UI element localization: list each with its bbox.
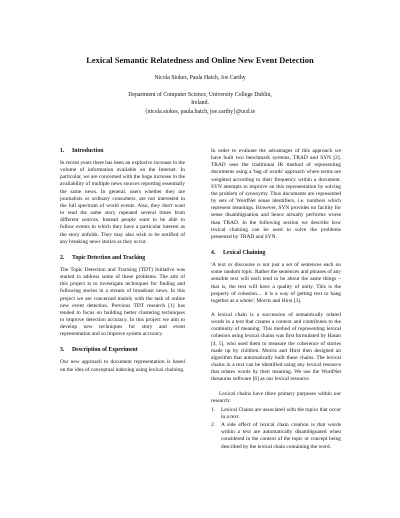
list-item: 1. Lexical Chains are associated with the topics that occur in a text. <box>211 406 341 420</box>
author-names: Nicola Stokes, Paula Hatch, Joe Carthy <box>154 75 246 81</box>
purposes-list <box>211 407 341 451</box>
evaluation-paragraph: In order to evaluate the advantages of this approach we have built two benchmark systems, TRAD and SYN [2]. TRAD uses the traditional IR method of representing documents using a 'bag of words' approach where terms are weighted according to their frequency within a document. SYN attempts to improve on this representation by solving the problem of synonymy. Thus documents are represented by sets of WordNet sense identifiers, i.e. numbers which represent meanings. However, SYN provides no facility for sense disambiguation and hence actually performs worse than TRAD. In the following section we describe how lexical chaining can be used to solve the problems presented by TRAD and SYN. <box>211 148 341 240</box>
paper-title: Lexical Semantic Relatedness and Online New Event Detection <box>86 56 314 65</box>
author-emails: {nicola.stokes, paula.hatch, joe.carthy}@ucd.ie <box>144 108 256 115</box>
left-column <box>60 148 185 381</box>
right-column <box>211 148 341 452</box>
tdt-paragraph: The Topic Detection and Tracking (TDT) Initiative was started to address some of these problems. The aim of this project is to investigate techniques for finding and following stories in a stream of broadcast news. In this project we are concerned mainly with the task of online new event detection. Previous TDT research [1] has tended to focus on building better clustering techniques to improve detection accuracy. In this project we aim to develop new techniques for story and event representation and so improve system accuracy. <box>60 266 185 338</box>
section-heading-experiment: 3. Description of Experiment <box>60 347 138 354</box>
cohesion-quote-paragraph: 'A text or discourse is not just a set of sentences each on some random topic. Rather the sentences and phrases of any sensible text will each tend to be about the same things – that is, the text will have a quality of unity. This is the property of cohesion… it is a way of getting text to hang together as a whole', Morris and Hirst [3]. <box>211 262 341 304</box>
purposes-intro-paragraph: Lexical chains have three primary purposes within our research: <box>211 390 341 404</box>
experiment-paragraph: Our new approach to document representation is based on the idea of conceptual indexing using lexical chaining. <box>60 359 185 373</box>
lexical-chain-definition-paragraph: A lexical chain is a succession of semantically related words in a text that creates a context and contributes to the continuity of meaning. This method of representing lexical cohesion using lexical chains was first formulated by Hasan [4, 5], who used them to measure the coherence of stories made up by children. Morris and Hirst then designed an algorithm that automatically built these chains. The lexical chains in a text can be identified using any lexical resource that relates words by their meaning. We use the WordNet thesaurus software [6] as our lexical resource. <box>211 311 341 383</box>
section-heading-introduction: 1. Introduction <box>60 148 104 154</box>
list-item: 2. A side effect of lexical chain creation is that words within a text are automatically disambiguated when considered in the context of the topic or concept being described by the lexical chain containing the word. <box>211 422 341 450</box>
author-affiliation: Department of Computer Science, University College Dublin, <box>128 91 272 98</box>
author-country: Ireland. <box>191 100 209 107</box>
introduction-paragraph: In recent years there has been an explosive increase in the volume of information available on the Internet. In particular, we are concerned with the huge increase in the availability of multiple news sources reporting essentially the same news. In general, users whether they are journalists or ordinary consumers, are not interested in the full spectrum of world events. Also, they don't want to read the same story repeated several times from different sources. Instead people want to be able to follow events in which they have a particular interest as the story unfolds. They may also wish to be notified of any breaking news stories as they occur. <box>60 160 185 245</box>
section-heading-tdt: 2. Topic Detection and Tracking <box>60 254 146 261</box>
section-heading-lexical-chaining: 4. Lexical Chaining <box>211 250 266 257</box>
author-block <box>0 74 400 116</box>
